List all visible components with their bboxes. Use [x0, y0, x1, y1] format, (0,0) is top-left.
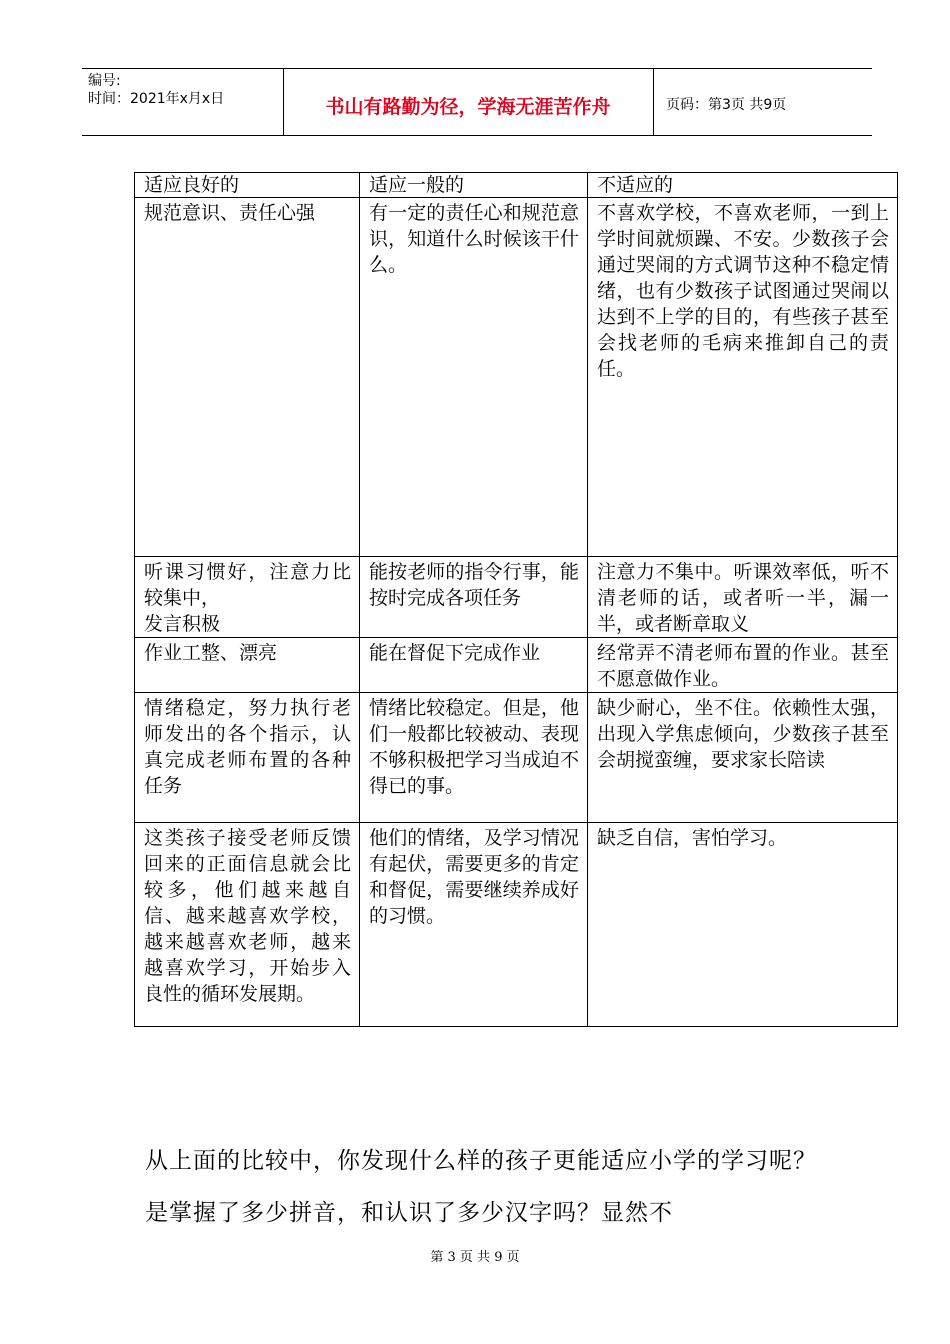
table-cell: 情绪稳定，努力执行老师发出的各个指示，认真完成老师布置的各种任务	[135, 693, 360, 823]
header-meta	[88, 72, 224, 108]
header-motto: 书山有路勤为径，学海无涯苦作舟	[325, 96, 611, 118]
table-cell: 有一定的责任心和规范意识，知道什么时候该干什么。	[360, 198, 588, 557]
header-cell-good: 适应良好的	[135, 173, 360, 198]
table-cell: 缺少耐心，坐不住。依赖性太强，出现入学焦虑倾向，少数孩子甚至会胡搅蛮缠，要求家长陪读	[588, 693, 898, 823]
table-cell: 能在督促下完成作业	[360, 638, 588, 693]
table-header-row	[135, 173, 898, 198]
header-bottom-rule	[82, 135, 872, 136]
page-code: 页码：第3页 共9页	[666, 97, 787, 113]
header-cell-poor: 不适应的	[588, 173, 898, 198]
serial-label: 编号:	[88, 73, 121, 89]
body-paragraph: 从上面的比较中，你发现什么样的孩子更能适应小学的学习呢？是掌握了多少拼音，和认识了多少汉字吗？显然不	[145, 1148, 817, 1226]
comparison-table	[134, 172, 898, 1027]
table-row	[135, 693, 898, 823]
header-divider-right	[653, 68, 654, 135]
table-cell: 规范意识、责任心强	[135, 198, 360, 557]
table-cell: 不喜欢学校，不喜欢老师，一到上学时间就烦躁、不安。少数孩子会通过哭闹的方式调节这种不稳定情绪，也有少数孩子试图通过哭闹以达到不上学的目的，有些孩子甚至会找老师的毛病来推卸自己的责任。	[588, 198, 898, 557]
table-row	[135, 823, 898, 1027]
table-row	[135, 638, 898, 693]
table-cell: 他们的情绪，及学习情况有起伏，需要更多的肯定和督促，需要继续养成好的习惯。	[360, 823, 588, 1027]
table-row	[135, 198, 898, 557]
table-cell: 经常弄不清老师布置的作业。甚至不愿意做作业。	[588, 638, 898, 693]
table-cell: 缺乏自信，害怕学习。	[588, 823, 898, 1027]
table-row	[135, 557, 898, 638]
header-top-rule	[82, 68, 872, 69]
date-label: 时间：2021年x月x日	[88, 91, 225, 107]
header-cell-average: 适应一般的	[360, 173, 588, 198]
table-cell: 作业工整、漂亮	[135, 638, 360, 693]
table-cell: 这类孩子接受老师反馈回来的正面信息就会比较多，他们越来越自信、越来越喜欢学校，越来越喜欢老师，越来越喜欢学习，开始步入良性的循环发展期。	[135, 823, 360, 1027]
table-cell: 能按老师的指令行事，能按时完成各项任务	[360, 557, 588, 638]
table-cell: 情绪比较稳定。但是，他们一般都比较被动、表现不够积极把学习当成迫不得已的事。	[360, 693, 588, 823]
table-cell: 听课习惯好，注意力比较集中， 发言积极	[135, 557, 360, 638]
page-footer: 第 3 页 共 9 页	[430, 1250, 520, 1265]
table-cell: 注意力不集中。听课效率低，听不清老师的话，或者听一半，漏一半，或者断章取义	[588, 557, 898, 638]
